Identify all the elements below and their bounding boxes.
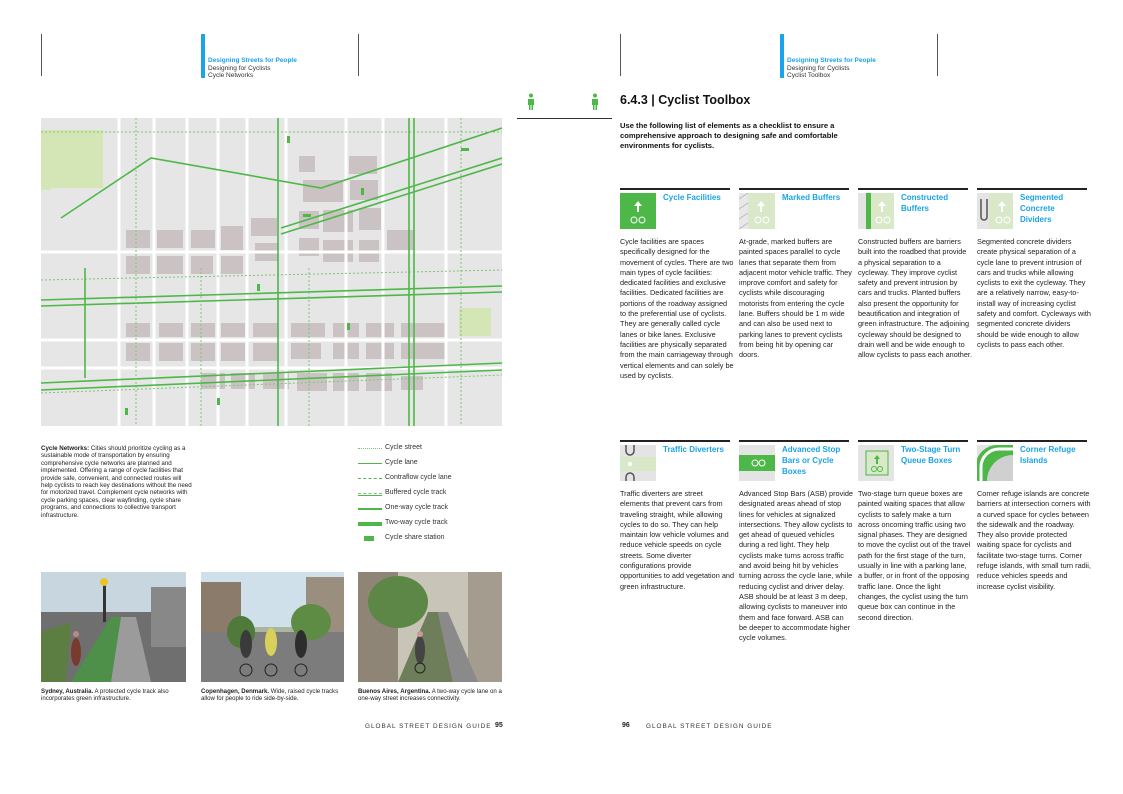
caption-copenhagen: Copenhagen, Denmark. Wide, raised cycle tracks allow for people to ride side-by-side.: [201, 688, 339, 703]
caption-sydney: Sydney, Australia. A protected cycle track also incorporates green infrastructure.: [41, 688, 169, 703]
marked-buffer-icon: [739, 193, 775, 229]
right-margin-rule: [620, 34, 621, 76]
legend-buffered-track: Buffered cycle track: [358, 488, 498, 500]
cyclist-icon: [525, 93, 537, 111]
legend-cycle-street: Cycle street: [358, 443, 498, 455]
legend-swatch: [358, 508, 382, 510]
right-footer: GLOBAL STREET DESIGN GUIDE: [646, 723, 773, 730]
legend-swatch: [364, 536, 374, 541]
legend-one-way-track: One-way cycle track: [358, 503, 498, 515]
legend-swatch: [358, 463, 382, 464]
photo-sydney: [41, 572, 186, 682]
right-running-header: Designing Streets for People Designing for Cyclists Cyclist Toolbox: [787, 57, 876, 79]
cycle-networks-text: [41, 445, 193, 519]
legend-two-way-track: Two-way cycle track: [358, 518, 498, 530]
caption-buenos-aires: Buenos Aires, Argentina. A two-way cycle lane on a one-way street increases connectivity.: [358, 688, 502, 703]
cycle-networks-body: Cities should prioritize cycling as a sustainable mode of transportation by ensuring comprehensive cycle networks are planned and implemented. Offering a range of cycle facilities that provide safe, convenient, and connected routes will help cyclists to reach key destinations without the need for motorized travel. Complement cycle networks with cycle parking spaces, clear wayfinding, cycle share programs, and connections to collective transport infrastructure.: [41, 445, 192, 519]
right-end-rule: [937, 34, 938, 76]
legend-swatch: [358, 493, 382, 496]
page-title: 6.4.3 | Cyclist Toolbox: [620, 93, 751, 107]
legend-swatch: [358, 448, 382, 449]
left-mid-rule: [358, 34, 359, 76]
intro-text: Use the following list of elements as a checklist to ensure a comprehensive approach to designing safe and comfortable environments for cyclists.: [620, 121, 838, 151]
header-subsection: Designing for Cyclists: [208, 64, 271, 72]
cycle-network-map: [41, 118, 502, 426]
header-topic: Cycle Networks: [208, 72, 254, 79]
traffic-diverter-icon: [620, 445, 656, 481]
legend-swatch: [358, 522, 382, 526]
cyclist-icon: [589, 93, 601, 111]
stop-bar-icon: [739, 445, 775, 481]
left-footer: GLOBAL STREET DESIGN GUIDE: [365, 723, 492, 730]
left-margin-rule: [41, 34, 42, 76]
legend-cycle-lane: Cycle lane: [358, 458, 498, 470]
header-section: Designing Streets for People: [208, 57, 297, 64]
refuge-island-icon: [977, 445, 1013, 481]
cycle-networks-lead: Cycle Networks:: [41, 445, 90, 452]
photo-buenos-aires: [358, 572, 502, 682]
legend-contraflow-lane: Contraflow cycle lane: [358, 473, 498, 485]
left-running-header: [208, 57, 297, 80]
legend-swatch: [358, 478, 382, 479]
legend-share-station: Cycle share station: [358, 533, 498, 545]
photo-copenhagen: [201, 572, 344, 682]
left-header-accent: [201, 34, 205, 78]
left-page-number: 95: [495, 722, 503, 729]
right-header-accent: [780, 34, 784, 78]
title-underline: [517, 118, 612, 119]
turn-queue-icon: [858, 445, 894, 481]
concrete-divider-icon: [977, 193, 1013, 229]
cycle-facility-icon: [620, 193, 656, 229]
constructed-buffer-icon: [858, 193, 894, 229]
right-page-number: 96: [622, 722, 630, 729]
